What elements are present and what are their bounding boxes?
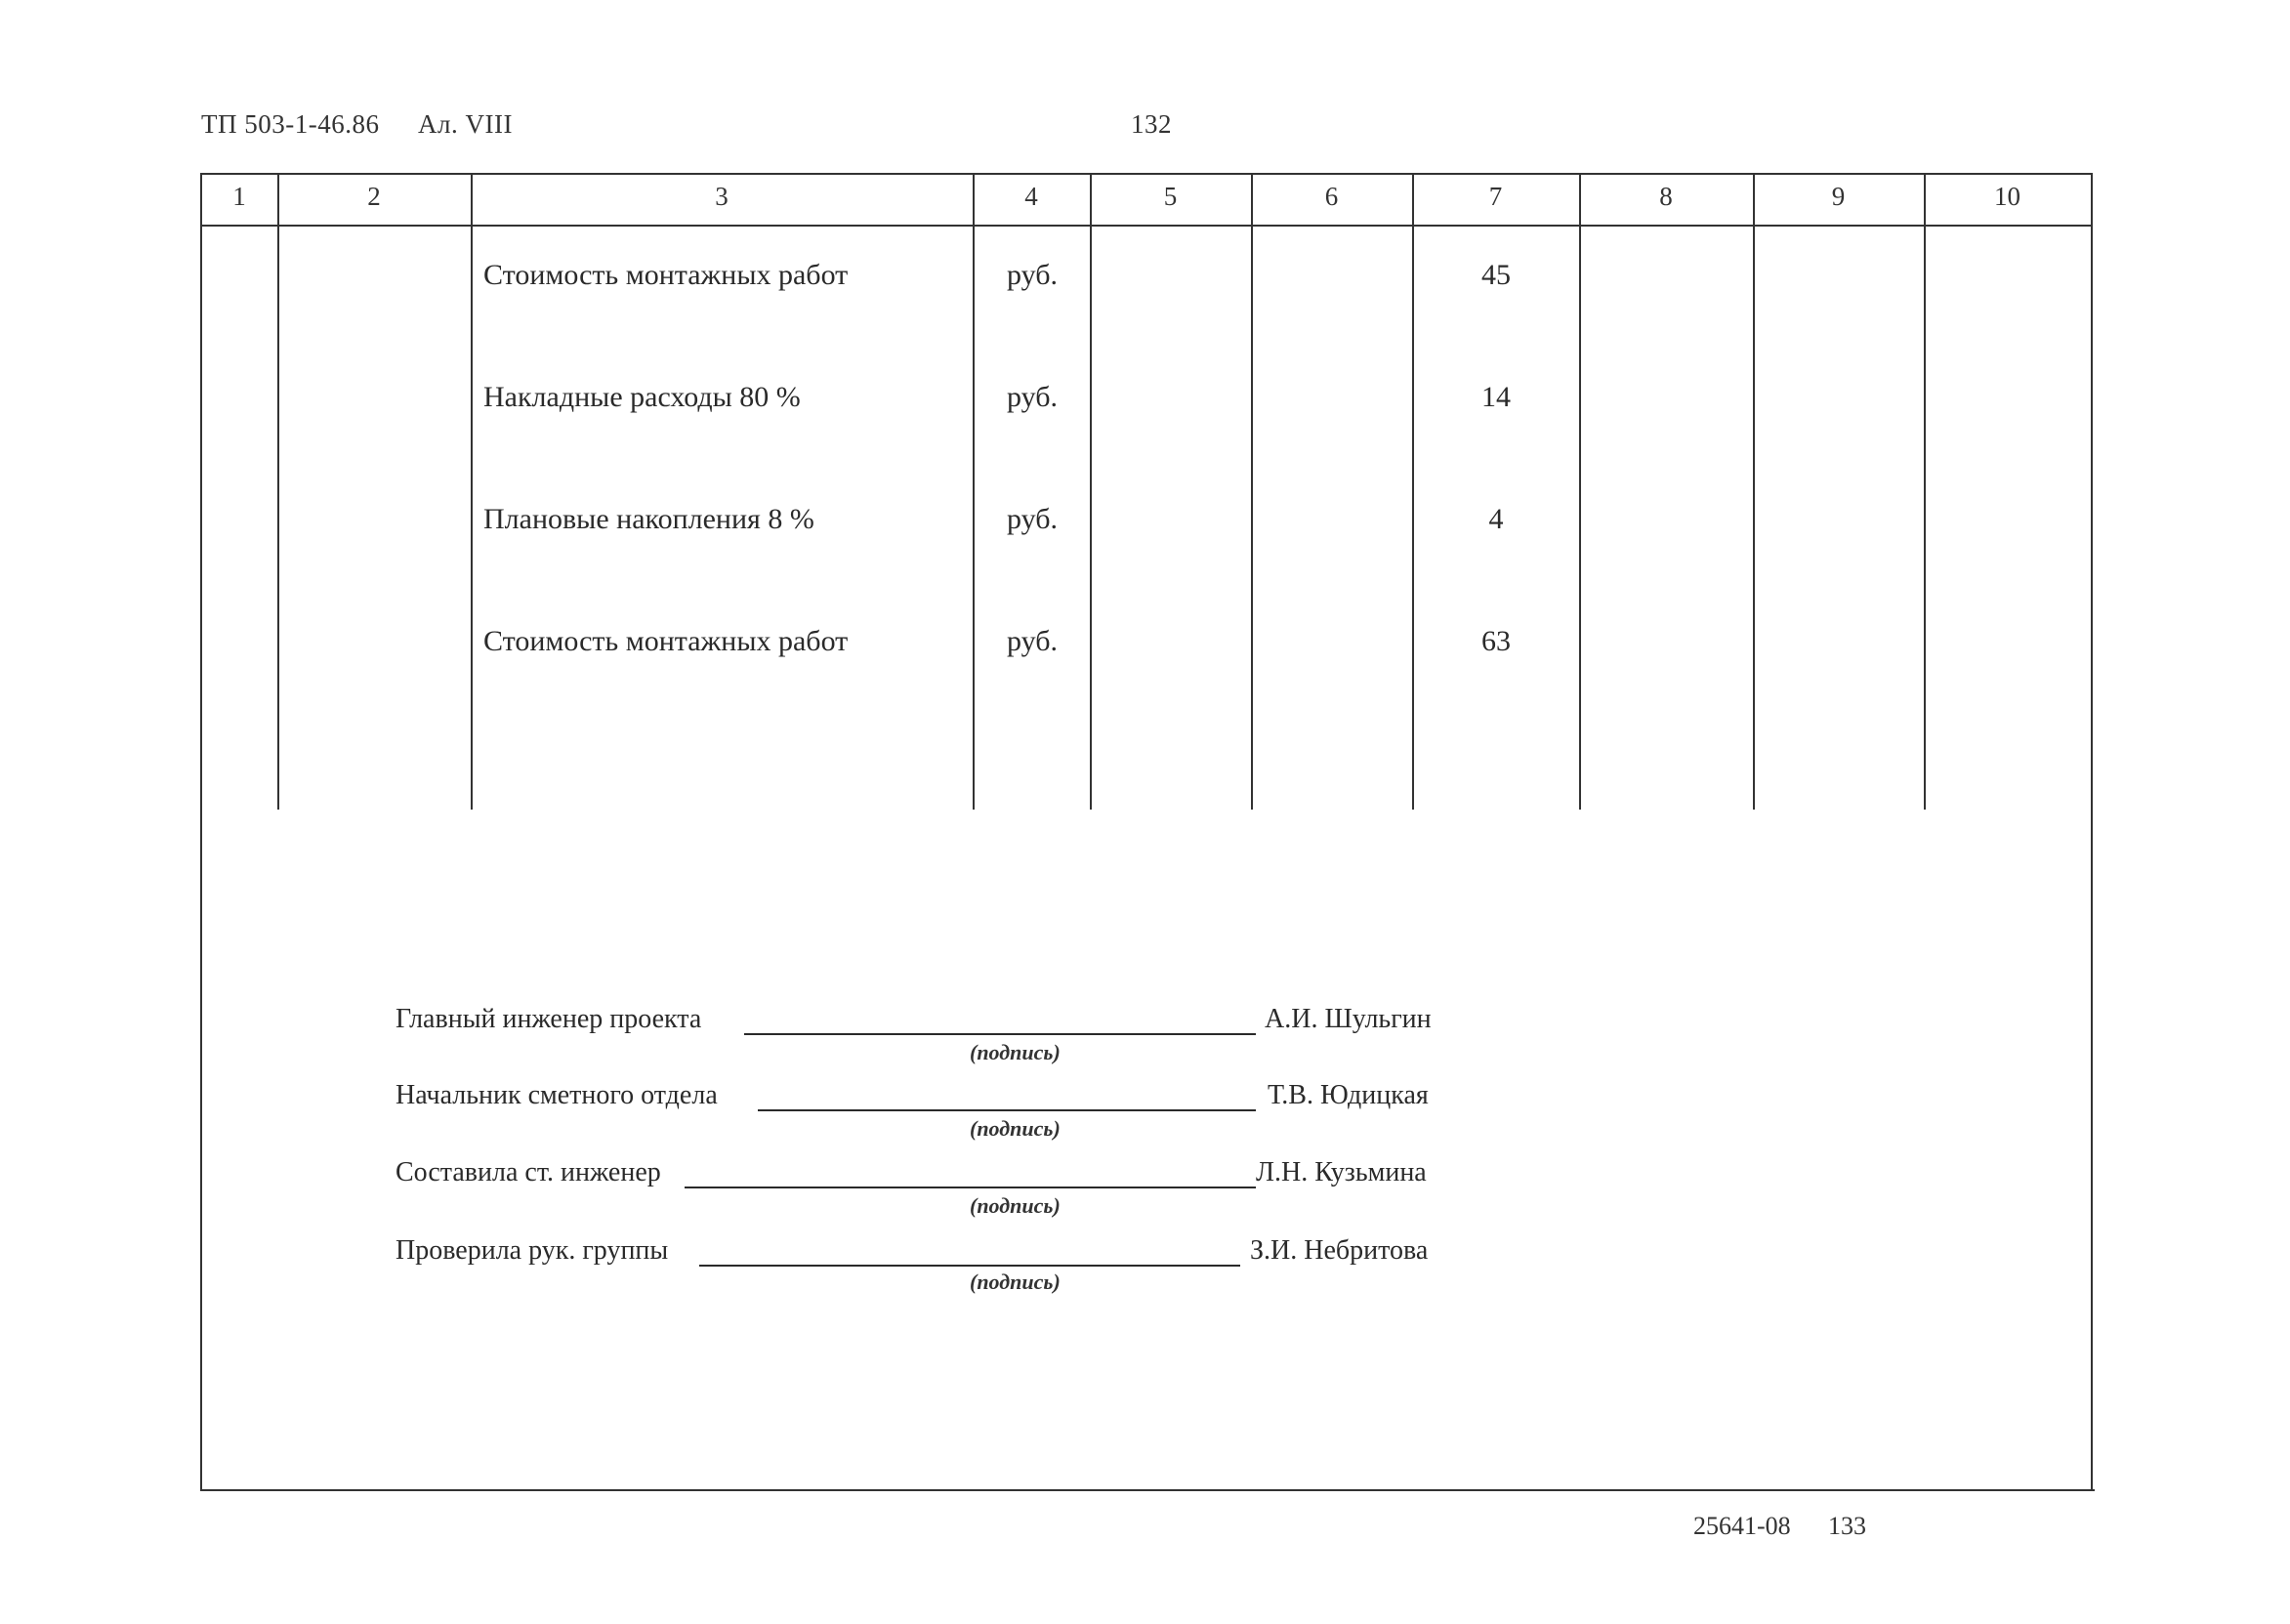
table-row-name: Стоимость монтажных работ: [483, 259, 849, 291]
signature-name: Т.В. Юдицкая: [1268, 1080, 1429, 1110]
signature-line: [699, 1265, 1240, 1267]
column-divider: [1753, 173, 1755, 810]
table-row-unit: руб.: [1007, 259, 1058, 291]
column-divider: [1090, 173, 1092, 810]
table-row-value: 45: [1481, 259, 1511, 291]
signature-caption: (подпись): [970, 1040, 1061, 1064]
column-divider: [1579, 173, 1581, 810]
sheet-label: Ал. VIII: [418, 109, 513, 139]
column-number: 8: [1659, 182, 1673, 211]
signature-caption: (подпись): [970, 1193, 1061, 1218]
footer-page-number: 133: [1828, 1512, 1866, 1540]
table-row-unit: руб.: [1007, 625, 1058, 657]
signature-line: [744, 1033, 1256, 1035]
table-row-name: Плановые накопления 8 %: [483, 503, 814, 535]
signature-title: Начальник сметного отдела: [396, 1080, 718, 1110]
column-number: 5: [1163, 182, 1178, 211]
column-number: 4: [1024, 182, 1038, 211]
signature-title: Главный инженер проекта: [396, 1004, 702, 1034]
table-row-unit: руб.: [1007, 503, 1058, 535]
table-row-name: Накладные расходы 80 %: [483, 381, 801, 413]
column-divider: [973, 173, 975, 810]
column-divider: [1924, 173, 1926, 810]
frame-right-border: [2091, 173, 2093, 1491]
page-number: 132: [1131, 109, 1172, 139]
column-divider: [277, 173, 279, 810]
column-number: 2: [367, 182, 381, 211]
column-number: 6: [1324, 182, 1339, 211]
column-divider: [1251, 173, 1253, 810]
signature-name: Л.Н. Кузьмина: [1256, 1157, 1427, 1187]
table-row-value: 63: [1481, 625, 1511, 657]
signature-title: Проверила рук. группы: [396, 1235, 669, 1266]
column-number: 1: [232, 182, 246, 211]
column-divider: [1412, 173, 1414, 810]
column-number: 3: [715, 182, 729, 211]
signature-caption: (подпись): [970, 1270, 1061, 1294]
signature-line: [758, 1109, 1256, 1111]
column-divider: [471, 173, 473, 810]
signature-name: З.И. Небритова: [1250, 1235, 1429, 1266]
table-row-value: 14: [1481, 381, 1511, 413]
signature-line: [685, 1187, 1256, 1188]
page-frame-bottom-border: [202, 1489, 2095, 1491]
signature-caption: (подпись): [970, 1116, 1061, 1141]
signature-name: А.И. Шульгин: [1265, 1004, 1432, 1034]
column-number: 10: [1994, 182, 2020, 211]
signature-title: Составила ст. инженер: [396, 1157, 661, 1187]
frame-left-border: [200, 173, 202, 1491]
table-row-value: 4: [1488, 503, 1504, 535]
document-code: ТП 503-1-46.86: [201, 109, 380, 139]
footer-code: 25641-08: [1693, 1512, 1791, 1540]
table-header-bottom-border: [200, 225, 2091, 227]
column-number: 9: [1831, 182, 1846, 211]
column-number: 7: [1488, 182, 1503, 211]
table-top-border: [200, 173, 2091, 175]
table-row-unit: руб.: [1007, 381, 1058, 413]
table-row-name: Стоимость монтажных работ: [483, 625, 849, 657]
